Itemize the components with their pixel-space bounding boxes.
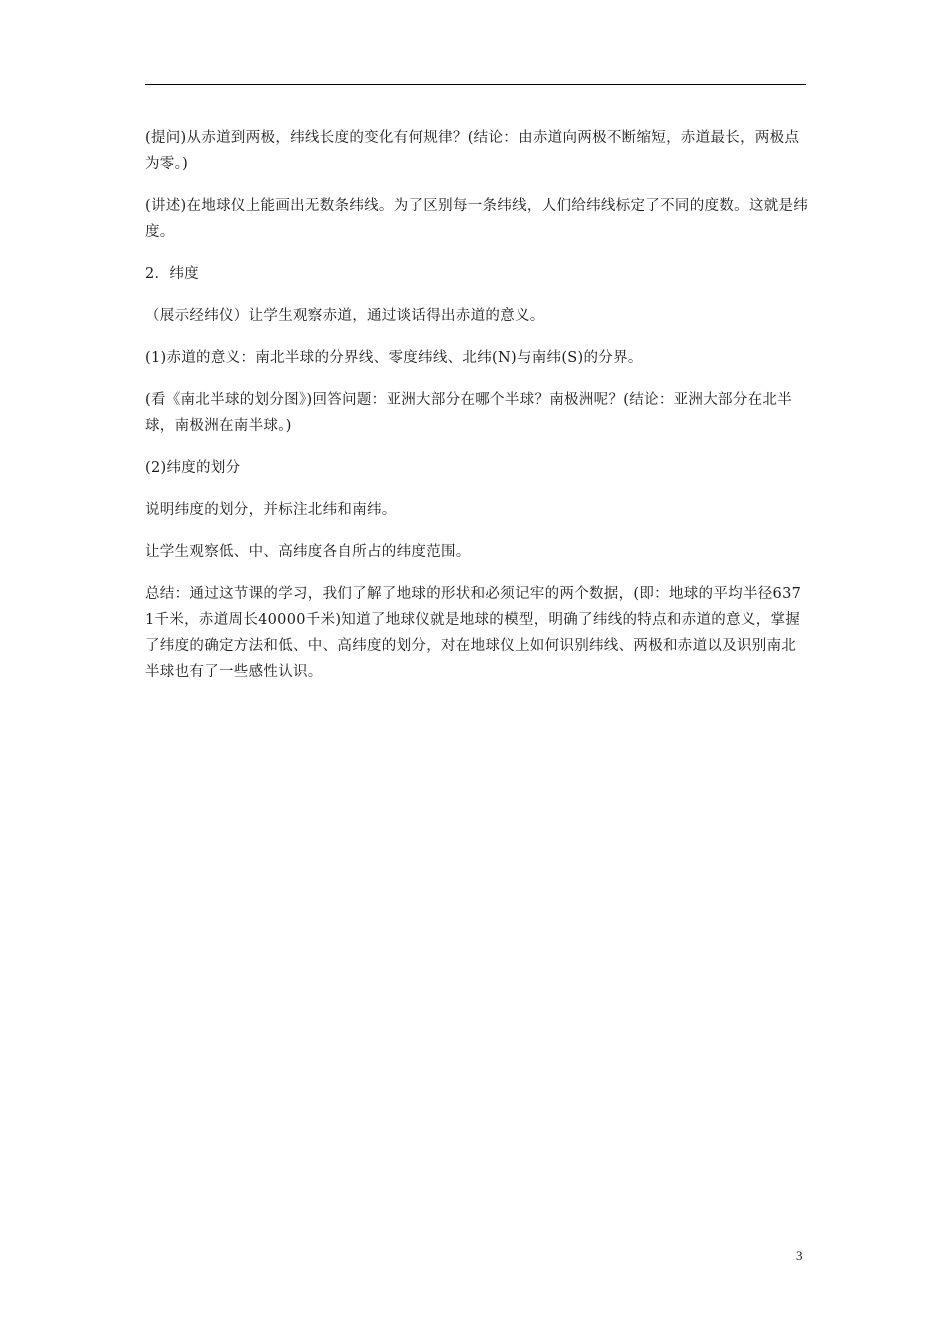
section-heading-latitude: 2．纬度 [145, 266, 199, 282]
page-number: 3 [796, 1248, 803, 1263]
paragraph-explain-division: 说明纬度的划分，并标注北纬和南纬。 [145, 502, 397, 518]
document-body [145, 125, 810, 701]
paragraph-show-globe: （展示经纬仪）让学生观察赤道，通过谈话得出赤道的意义。 [145, 308, 545, 324]
paragraph-lecture-latitude: (讲述)在地球仪上能画出无数条纬线。为了区别每一条纬线，人们给纬线标定了不同的度数。这就是纬度。 [145, 198, 809, 240]
paragraph-equator-meaning: (1)赤道的意义：南北半球的分界线、零度纬线、北纬(N)与南纬(S)的分界。 [145, 350, 643, 366]
paragraph-hemisphere-question: (看《南北半球的划分图》)回答问题：亚洲大部分在哪个半球？南极洲呢？(结论：亚洲大部分在北半球，南极洲在南半球。) [145, 392, 793, 434]
header-rule [145, 84, 806, 85]
paragraph-summary: 总结：通过这节课的学习，我们了解了地球的形状和必须记牢的两个数据，(即：地球的平均半径6371千米，赤道周长40000千米)知道了地球仪就是地球的模型，明确了纬线的特点和赤道的意义，掌握了纬度的确定方法和低、中、高纬度的划分，对在地球仪上如何识别纬线、两极和赤道以及识别南北半球也有了一些感性认识。 [145, 586, 802, 680]
subheading-latitude-division: (2)纬度的划分 [145, 460, 241, 476]
paragraph-observe-ranges: 让学生观察低、中、高纬度各自所占的纬度范围。 [145, 544, 471, 560]
paragraph-question-latitude-length: (提问)从赤道到两极，纬线长度的变化有何规律？(结论：由赤道向两极不断缩短，赤道最长，两极点为零。) [145, 130, 800, 172]
